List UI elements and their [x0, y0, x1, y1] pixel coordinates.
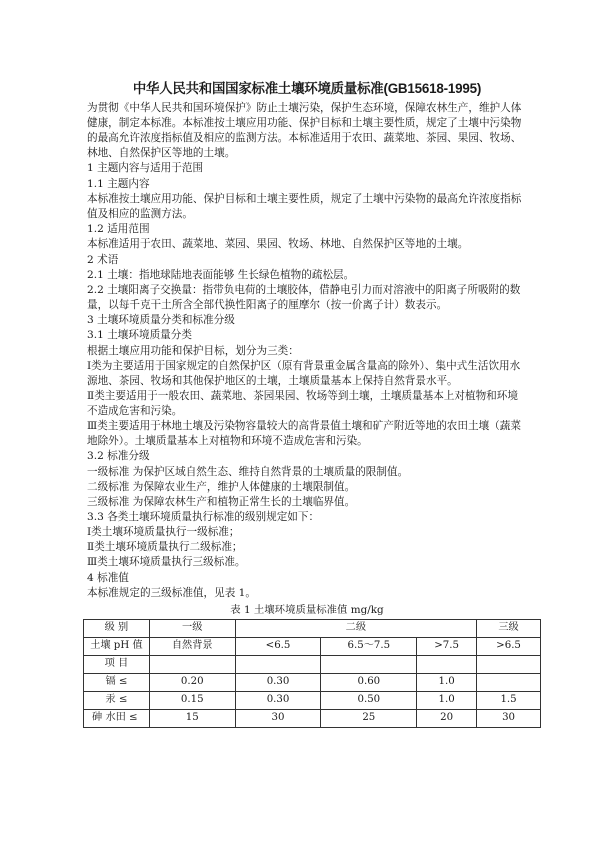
standard-values-table — [83, 619, 541, 728]
table-cell — [477, 673, 541, 691]
table-cell — [149, 655, 235, 673]
table-row — [84, 673, 541, 691]
term-2-2: 2.2 土壤阳离子交换量：指带负电荷的土壤胶体，借静电引力而对溶液中的阳离子所吸附的数量，以每千克干土所含全部代换性阳离子的厘摩尔（按一价离子计）数表示。 — [87, 283, 521, 312]
exec-3-text: Ⅲ类土壤环境质量执行三级标准。 — [87, 556, 246, 569]
section-3-1-heading: 3.1 土壤环境质量分类 — [87, 329, 192, 342]
table-row-label: 汞 ≤ — [84, 691, 150, 709]
grade-2-text: 二级标准 为保障农业生产，维护人体健康的土壤限制值。 — [87, 480, 356, 493]
table-cell: <6.5 — [235, 637, 321, 655]
exec-2-text: Ⅱ类土壤环境质量执行二级标准； — [87, 541, 243, 554]
class-3-text: Ⅲ类主要适用于林地土壤及污染物容量较大的高背景值土壤和矿产附近等地的农田土壤（蔬菜地除外）。土壤质量基本上对植物和环境不造成危害和污染。 — [87, 420, 521, 448]
table-cell: 0.15 — [149, 691, 235, 709]
class-1-text: Ⅰ类为主要适用于国家规定的自然保护区（原有背景重金属含量高的除外）、集中式生活饮用水源地、茶园、牧场和其他保护地区的土壤，土壤质量基本上保持自然背景水平。 — [87, 359, 521, 387]
section-2-heading: 2 术语 — [87, 253, 119, 266]
table-cell: 20 — [417, 709, 477, 727]
table-row-label — [84, 709, 150, 727]
standard-code: (GB15618-1995) — [383, 81, 482, 96]
table-caption: 表 1 土壤环境质量标准值 mg/kg — [230, 603, 384, 616]
table-row — [84, 709, 541, 727]
section-1-1-text: 本标准按土壤应用功能、保护目标和土壤主要性质，规定了土壤中污染物的最高允许浓度指标值及相应的监测方法。 — [87, 192, 522, 221]
arsenic-label: 砷 — [92, 712, 103, 724]
document-page — [87, 78, 527, 728]
table-header-cell: 二级 — [235, 619, 476, 637]
section-4-heading: 4 标准值 — [87, 571, 129, 584]
table-header-cell: 土壤 pH 值 — [84, 637, 150, 655]
table-cell: 30 — [235, 709, 321, 727]
section-1-heading: 1 主题内容与适用于范围 — [87, 162, 204, 175]
table-cell: >7.5 — [417, 637, 477, 655]
table-cell — [417, 655, 477, 673]
table-header-cell: 项 目 — [84, 655, 150, 673]
table-cell — [321, 655, 417, 673]
section-4-text: 本标准规定的三级标准值，见表 1。 — [87, 586, 257, 599]
section-3-1-text: 根据土壤应用功能和保护目标，划分为三类： — [87, 344, 299, 357]
table-cell: 1.0 — [417, 691, 477, 709]
table-cell: 25 — [321, 709, 417, 727]
grade-1-text: 一级标准 为保护区域自然生态、维持自然背景的土壤质量的限制值。 — [87, 465, 409, 478]
table-cell: 0.60 — [321, 673, 417, 691]
document-title — [87, 78, 527, 97]
table-cell: 15 — [149, 709, 235, 727]
table-cell — [477, 655, 541, 673]
term-2-1: 2.1 土壤：指地球陆地表面能够 生长绿色植物的疏松层。 — [87, 268, 355, 281]
table-cell: >6.5 — [477, 637, 541, 655]
section-1-1-heading: 1.1 主题内容 — [87, 177, 150, 190]
table-row — [84, 691, 541, 709]
table-cell: 0.30 — [235, 691, 321, 709]
table-cell: 0.20 — [149, 673, 235, 691]
section-3-2-heading: 3.2 标准分级 — [87, 450, 150, 463]
section-3-3-heading: 3.3 各类土壤环境质量执行标准的级别规定如下： — [87, 510, 320, 523]
table-cell: 6.5～7.5 — [321, 637, 417, 655]
grade-3-text: 三级标准 为保障农林生产和植物正常生长的土壤临界值。 — [87, 495, 356, 508]
table-header-cell: 一级 — [149, 619, 235, 637]
intro-paragraph: 为贯彻《中华人民共和国环境保护》防止土壤污染，保护生态环境，保障农林生产，维护人体健康，制定本标准。本标准按土壤应用功能、保护目标和土壤主要性质，规定了土壤中污染物的最高允许浓度指标值及相应的监测方法。本标准适用于农田、蔬菜地、茶园、果园、牧场、林地、自然保护区等地的土壤。 — [87, 102, 522, 160]
table-row — [84, 637, 541, 655]
exec-1-text: Ⅰ类土壤环境质量执行一级标准； — [87, 526, 240, 539]
paddy-label: 水田 ≤ — [105, 712, 138, 724]
table-cell: 0.30 — [235, 673, 321, 691]
section-1-2-text: 本标准适用于农田、蔬菜地、菜园、果园、牧场、林地、自然保护区等地的土壤。 — [87, 238, 469, 251]
table-row-label: 镉 ≤ — [84, 673, 150, 691]
table-cell: 0.50 — [321, 691, 417, 709]
table-cell: 1.0 — [417, 673, 477, 691]
table-row — [84, 655, 541, 673]
table-cell: 30 — [477, 709, 541, 727]
table-row — [84, 619, 541, 637]
title-text: 中华人民共和国国家标准土壤环境质量标准 — [132, 81, 384, 97]
section-1-2-heading: 1.2 适用范围 — [87, 223, 150, 236]
class-2-text: Ⅱ类主要适用于一般农田、蔬菜地、茶园果园、牧场等到土壤，土壤质量基本上对植物和环境不造成危害和污染。 — [87, 390, 518, 418]
table-header-cell: 三级 — [477, 619, 541, 637]
section-3-heading: 3 土壤环境质量分类和标准分级 — [87, 314, 235, 327]
table-cell — [235, 655, 321, 673]
table-cell: 1.5 — [477, 691, 541, 709]
table-cell: 自然背景 — [149, 637, 235, 655]
table-header-cell: 级 别 — [84, 619, 150, 637]
